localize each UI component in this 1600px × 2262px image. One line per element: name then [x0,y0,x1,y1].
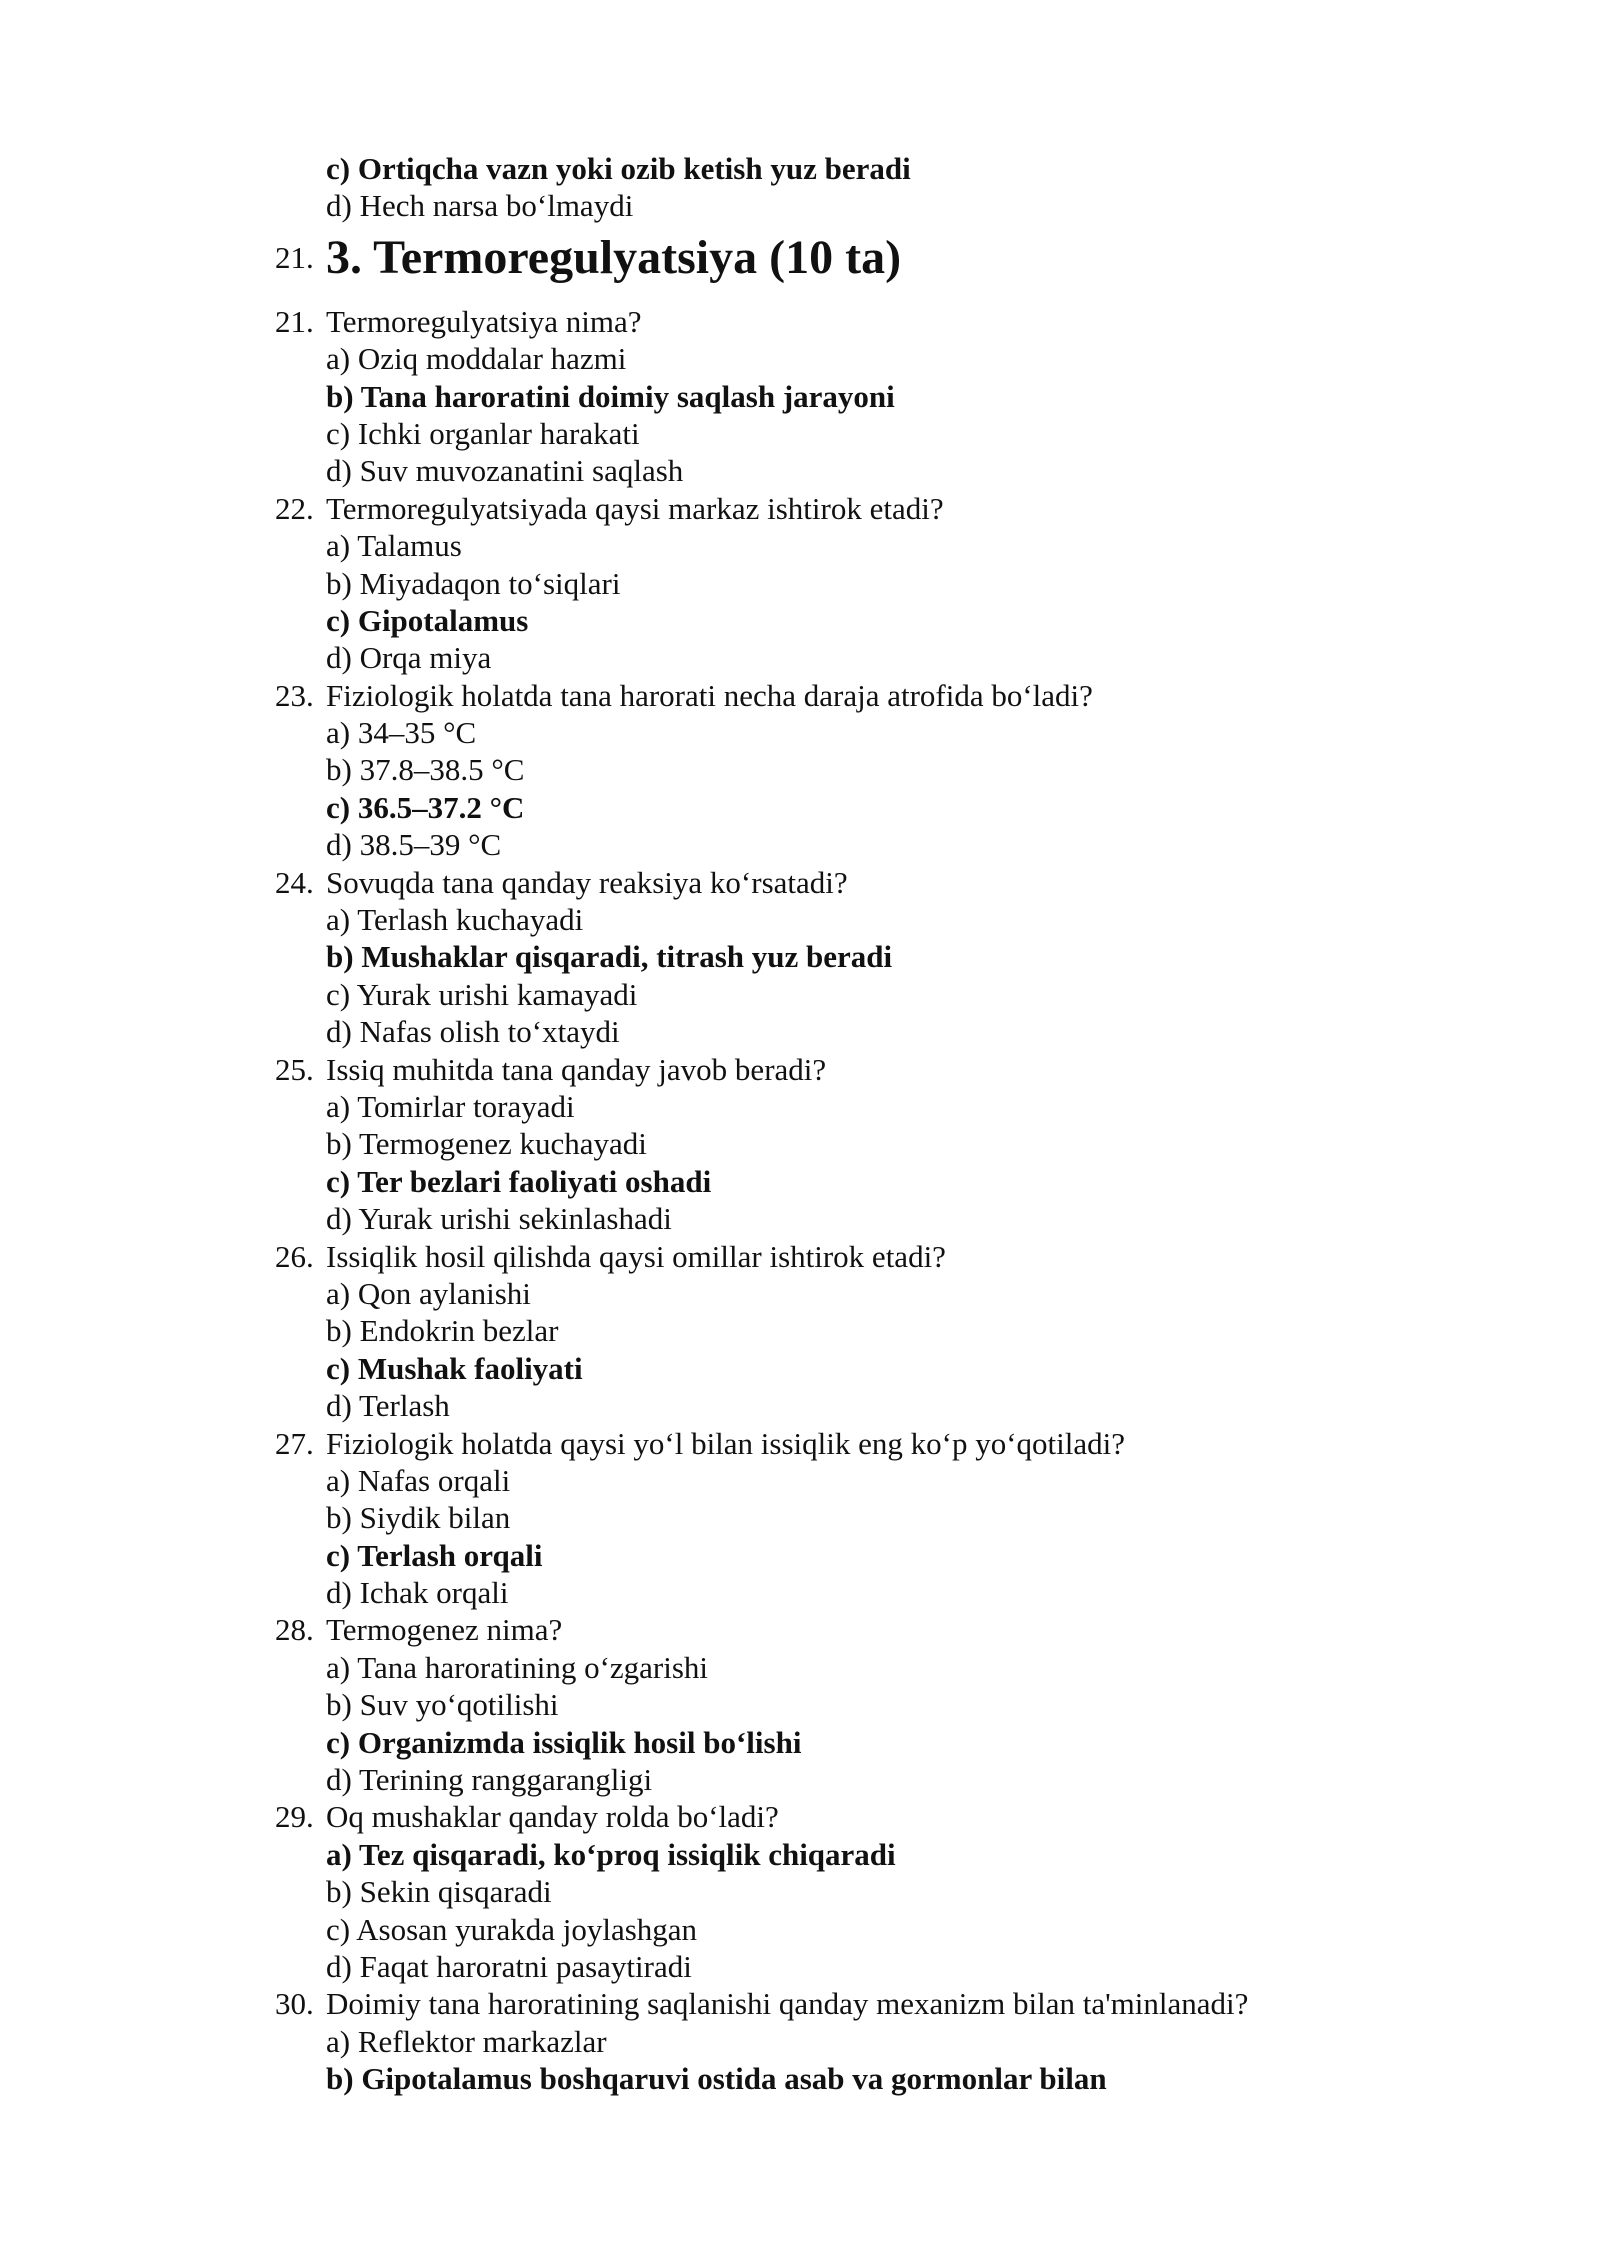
option-line [0,2023,1600,2060]
answer-option: d) Yurak urishi sekinlashadi [326,1201,672,1237]
carryover-option-line [0,187,1600,224]
question-number: 24. [275,864,314,900]
question-text: Termoregulyatsiya nima? [326,303,642,339]
option-line [0,789,1600,826]
option-line [0,1724,1600,1761]
answer-option: a) Reflektor markazlar [326,2023,607,2059]
correct-answer-option: b) Tana haroratini doimiy saqlash jarayoni [326,378,895,414]
question-text: Oq mushaklar qanday rolda bo‘ladi? [326,1799,779,1835]
option-line [0,826,1600,863]
answer-option: a) Tomirlar torayadi [326,1088,575,1124]
section-list-number: 21. [275,239,314,275]
option-line [0,1013,1600,1050]
option-line [0,1163,1600,1200]
option-line [0,1761,1600,1798]
correct-answer-option: c) Terlash orqali [326,1537,543,1573]
option-line [0,976,1600,1013]
question-block [0,1238,1600,1425]
question-text: Issiqlik hosil qilishda qaysi omillar ishtirok etadi? [326,1238,946,1274]
answer-option: a) Qon aylanishi [326,1275,531,1311]
correct-answer-option: a) Tez qisqaradi, ko‘proq issiqlik chiqaradi [326,1836,896,1872]
question-number: 30. [275,1986,314,2022]
answer-option: c) Asosan yurakda joylashgan [326,1911,698,1947]
answer-option: b) Sekin qisqaradi [326,1874,552,1910]
question-number: 25. [275,1051,314,1087]
option-line [0,1686,1600,1723]
question-line [0,303,1600,340]
document-page [0,150,1600,2098]
answer-option: a) 34–35 °C [326,715,477,751]
correct-answer-option: b) Gipotalamus boshqaruvi ostida asab va gormonlar bilan [326,2061,1107,2097]
answer-option: b) Siydik bilan [326,1500,511,1536]
section-heading [0,225,1600,291]
correct-answer-option: c) Gipotalamus [326,602,529,638]
question-line [0,1611,1600,1648]
answer-option: a) Tana haroratining o‘zgarishi [326,1649,709,1685]
option-line [0,1911,1600,1948]
option-line [0,1200,1600,1237]
option-line [0,1836,1600,1873]
answer-option: d) Terlash [326,1388,450,1424]
option-line [0,527,1600,564]
question-block [0,303,1600,490]
option-line [0,1350,1600,1387]
question-line [0,864,1600,901]
answer-option: d) Faqat haroratni pasaytiradi [326,1948,692,1984]
answer-option: b) Termogenez kuchayadi [326,1126,647,1162]
correct-answer-option: c) Mushak faoliyati [326,1350,583,1386]
question-number: 27. [275,1425,314,1461]
option-line [0,565,1600,602]
answer-option: a) Oziq moddalar hazmi [326,341,627,377]
option-line [0,751,1600,788]
answer-option: d) Orqa miya [326,640,492,676]
correct-answer-option: c) Ter bezlari faoliyati oshadi [326,1163,712,1199]
question-line [0,1985,1600,2022]
option-line [0,901,1600,938]
question-line [0,1238,1600,1275]
answer-option: b) Endokrin bezlar [326,1313,559,1349]
option-line [0,1574,1600,1611]
question-block [0,1798,1600,1985]
question-line [0,1425,1600,1462]
question-block [0,677,1600,864]
spacer [0,291,1600,303]
option-line [0,1948,1600,1985]
option-line [0,714,1600,751]
answer-option: b) 37.8–38.5 °C [326,752,525,788]
option-line [0,602,1600,639]
option-line [0,1387,1600,1424]
option-line [0,1499,1600,1536]
question-text: Fiziologik holatda tana harorati necha daraja atrofida bo‘ladi? [326,677,1093,713]
option-line [0,1873,1600,1910]
option-line [0,415,1600,452]
correct-answer-option: b) Mushaklar qisqaradi, titrash yuz beradi [326,939,893,975]
question-text: Termogenez nima? [326,1612,563,1648]
option-line [0,1275,1600,1312]
answer-option: b) Suv yo‘qotilishi [326,1687,559,1723]
section-title: 3. Termoregulyatsiya (10 ta) [326,230,902,284]
option-line [0,340,1600,377]
question-block [0,1051,1600,1238]
answer-option: d) 38.5–39 °C [326,827,502,863]
option-line [0,1088,1600,1125]
carryover-option-line [0,150,1600,187]
question-line [0,490,1600,527]
option-line [0,1312,1600,1349]
answer-option: d) Nafas olish to‘xtaydi [326,1014,620,1050]
question-number: 22. [275,490,314,526]
question-number: 26. [275,1238,314,1274]
option-line [0,938,1600,975]
question-block [0,864,1600,1051]
answer-option: a) Nafas orqali [326,1462,511,1498]
option-line [0,1462,1600,1499]
answer-option: b) Miyadaqon to‘siqlari [326,565,621,601]
answer-option: d) Ichak orqali [326,1575,509,1611]
answer-option: d) Terining ranggarangligi [326,1762,653,1798]
question-block [0,1985,1600,2097]
answer-option: c) Yurak urishi kamayadi [326,976,638,1012]
option-line [0,639,1600,676]
question-line [0,677,1600,714]
question-line [0,1051,1600,1088]
question-text: Sovuqda tana qanday reaksiya ko‘rsatadi? [326,864,848,900]
question-text: Issiq muhitda tana qanday javob beradi? [326,1051,827,1087]
answer-option: a) Talamus [326,528,462,564]
question-number: 29. [275,1799,314,1835]
question-block [0,1611,1600,1798]
option-line [0,452,1600,489]
question-block [0,490,1600,677]
option-line [0,378,1600,415]
answer-option: d) Hech narsa bo‘lmaydi [326,188,634,224]
answer-option: c) Ichki organlar harakati [326,415,640,451]
question-block [0,1425,1600,1612]
correct-answer-option: c) Ortiqcha vazn yoki ozib ketish yuz beradi [326,151,911,186]
question-text: Fiziologik holatda qaysi yo‘l bilan issiqlik eng ko‘p yo‘qotiladi? [326,1425,1126,1461]
question-line [0,1798,1600,1835]
correct-answer-option: c) Organizmda issiqlik hosil bo‘lishi [326,1724,802,1760]
question-number: 28. [275,1612,314,1648]
option-line [0,1537,1600,1574]
option-line [0,1125,1600,1162]
option-line [0,1649,1600,1686]
answer-option: d) Suv muvozanatini saqlash [326,453,684,489]
question-number: 21. [275,303,314,339]
question-text: Doimiy tana haroratining saqlanishi qanday mexanizm bilan ta'minlanadi? [326,1986,1249,2022]
answer-option: a) Terlash kuchayadi [326,902,584,938]
question-number: 23. [275,677,314,713]
question-text: Termoregulyatsiyada qaysi markaz ishtirok etadi? [326,490,944,526]
option-line [0,2060,1600,2097]
correct-answer-option: c) 36.5–37.2 °C [326,789,525,825]
